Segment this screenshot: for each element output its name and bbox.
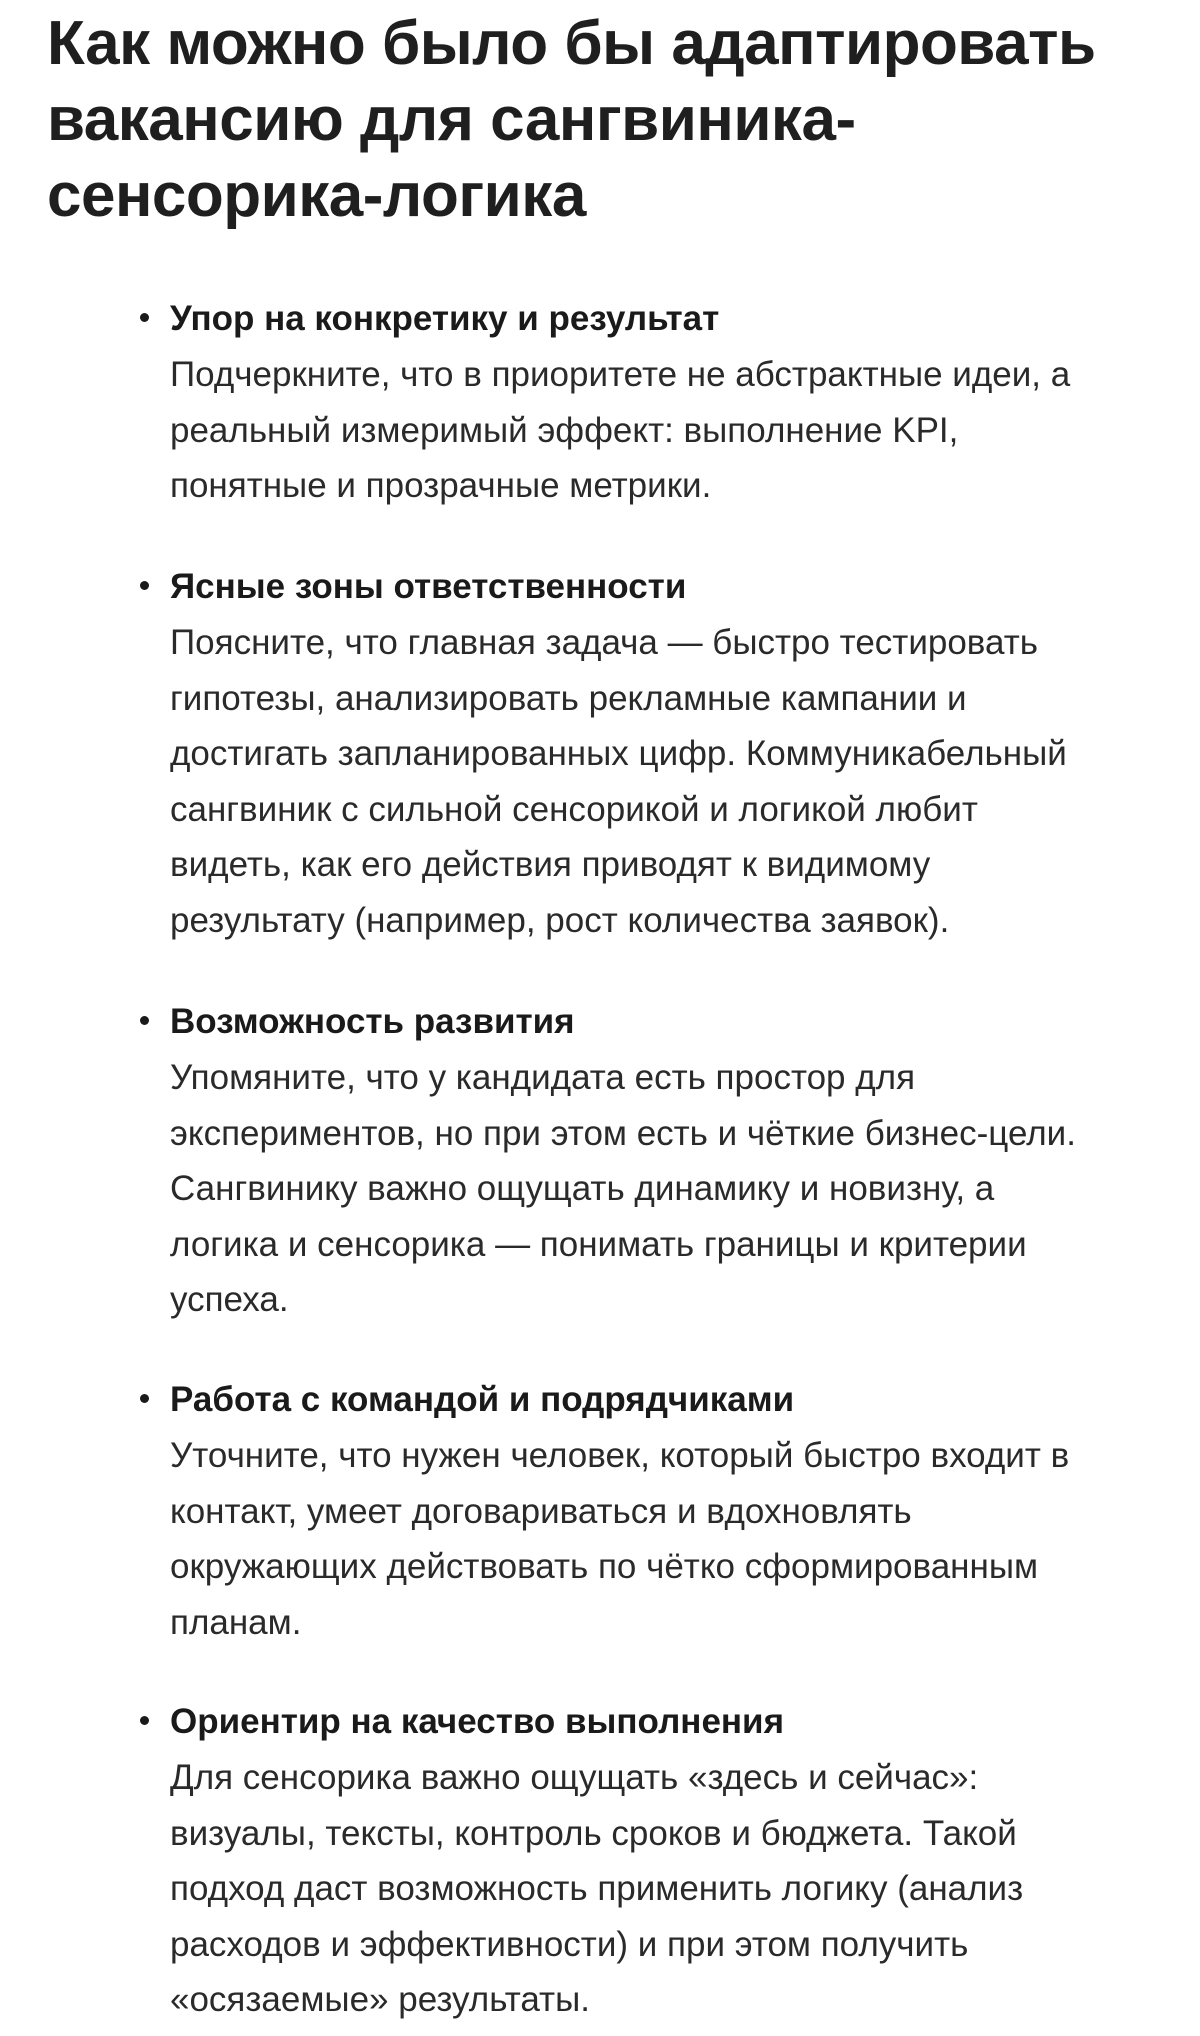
bullet-dot (140, 581, 149, 590)
bullet-dot (140, 1016, 149, 1025)
point-body-line: видеть, как его действия приводят к видимому (170, 845, 931, 884)
point-body (170, 615, 1170, 948)
point-body-line: «осязаемые» результаты. (170, 1980, 590, 2019)
point-body-line: гипотезы, анализировать рекламные кампании и (170, 678, 967, 718)
point-body-line: Для сенсорика важно ощущать «здесь и сейчас»: (170, 1758, 979, 1797)
page-title-line: вакансию для сангвиника- (47, 85, 856, 154)
point-body-line: контакт, умеет договариваться и вдохновлять (170, 1491, 912, 1531)
bullet-dot (140, 1394, 149, 1403)
point-body-line: Уточните, что нужен человек, который быстро входит в (170, 1436, 1070, 1475)
point-body-line: достигать запланированных цифр. Коммуникабельный (170, 734, 1067, 773)
point-body (170, 1750, 1170, 2028)
bullet-dot (140, 313, 149, 322)
point-body (170, 347, 1170, 514)
point-heading: Работа с командой и подрядчиками (170, 1380, 795, 1419)
page-title (47, 6, 1160, 234)
point-body-line: понятные и прозрачные метрики. (170, 466, 712, 505)
point-body-line: визуалы, тексты, контроль сроков и бюджета. Такой (170, 1813, 1017, 1853)
page-title-line: сенсорика-логика (47, 161, 586, 230)
point-body-line: Сангвинику важно ощущать динамику и новизну, а (170, 1169, 995, 1208)
point-heading: Упор на конкретику и результат (170, 299, 720, 338)
point-body-line: результату (например, рост количества заявок). (170, 900, 950, 940)
point-heading: Ясные зоны ответственности (170, 567, 687, 606)
point-body (170, 1428, 1170, 1650)
point-body-line: сангвиник с сильной сенсорикой и логикой любит (170, 789, 978, 829)
point-body-line: окружающих действовать по чётко сформированным (170, 1547, 1039, 1586)
point-body-line: расходов и эффективности) и при этом получить (170, 1924, 969, 1964)
point-body-line: реальный измеримый эффект: выполнение KPI, (170, 410, 959, 450)
point-body-line: успеха. (170, 1280, 289, 1319)
point-body-line: Поясните, что главная задача — быстро тестировать (170, 623, 1038, 662)
bullet-dot (140, 1716, 149, 1725)
point-body-line: планам. (170, 1602, 302, 1642)
point-body-line: подход даст возможность применить логику (анализ (170, 1869, 1024, 1908)
point-heading: Возможность развития (170, 1002, 575, 1041)
point-body-line: логика и сенсорика — понимать границы и критерии (170, 1224, 1027, 1264)
page-title-line: Как можно было бы адаптировать (47, 9, 1096, 78)
point-body-line: Упомяните, что у кандидата есть простор для (170, 1058, 916, 1097)
point-body (170, 1050, 1170, 1328)
point-body-line: экспериментов, но при этом есть и чёткие бизнес-цели. (170, 1113, 1076, 1153)
point-body-line: Подчеркните, что в приоритете не абстрактные идеи, а (170, 355, 1071, 394)
point-heading: Ориентир на качество выполнения (170, 1702, 784, 1741)
